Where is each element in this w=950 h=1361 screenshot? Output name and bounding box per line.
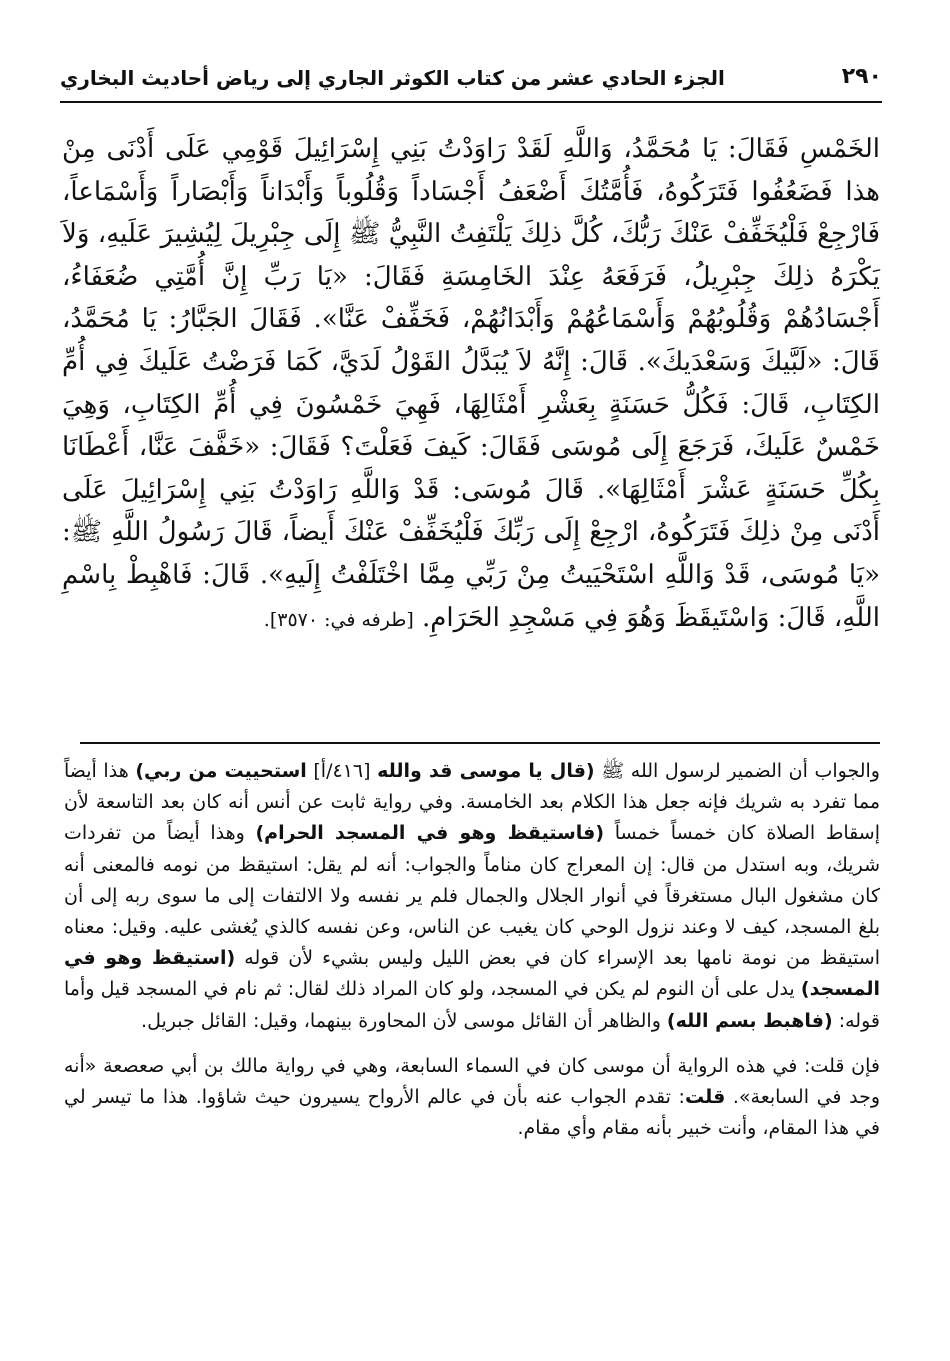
commentary-text: والجواب أن الضمير لرسول الله ﷺ <box>594 760 880 782</box>
commentary-text: [٤١٦/أ] <box>306 760 378 782</box>
commentary-text: : تقدم الجواب عنه بأن في عالم الأرواح يسيرون حيث شاؤوا. هذا ما تيسر لي في هذا المقام، وأنت خبير بأنه مقام وأي مقام. <box>64 1086 880 1140</box>
header-divider <box>60 101 882 103</box>
commentary-paragraph-1 <box>64 756 880 1037</box>
commentary-quote: قلت <box>684 1086 726 1109</box>
page-number: ٢٩٠ <box>841 64 882 89</box>
commentary <box>64 756 880 1144</box>
commentary-paragraph-2 <box>64 1051 880 1145</box>
hadith-text <box>62 128 880 641</box>
commentary-quote: (فاهبط بسم الله) <box>666 1009 833 1032</box>
commentary-text: فإن قلت: في هذه الرواية أن موسى كان في السماء السابعة، وهي في رواية مالك بن أبي صعصعة «أنه وجد في السابعة». <box>64 1054 881 1109</box>
commentary-text: يدل على أن النوم لم يكن في المسجد، ولو كان المراد ذلك لقال: ثم نام في المسجد قيل وأما قوله: <box>64 978 880 1032</box>
commentary-quote: (استيقظ وهو في المسجد) <box>64 947 880 1001</box>
commentary-text: هذا أيضاً مما تفرد به شريك فإنه جعل هذا الكلام بعد الخامسة. وفي رواية ثابت عن أنس أنه كان بعد التاسعة لأن إسقاط الصلاة كان خمساً خمساً <box>64 760 880 845</box>
commentary-quote: (قال يا موسى قد والله <box>377 760 595 782</box>
hadith-body: الخَمْسِ فَقَالَ: يَا مُحَمَّدُ، وَاللَّهِ لَقَدْ رَاوَدْتُ بَنِي إِسْرَائِيلَ قَوْمِي عَلَى أَدْنَى مِنْ هذا فَضَعُفُوا فَتَرَكُوهُ، فَأُمَّتُكَ أَضْعَفُ أَجْسَاداً وَقُلُوباً وَأَبْدَاناً وَأَبْصَاراً وَأَسْمَاعاً، فَارْجِعْ فَلْيُخَفِّفْ عَنْكَ رَبُّكَ، كُلَّ ذلِكَ يَلْتَفِتُ النَّبِيُّ ﷺ إِلَى جِبْرِيلَ لِيُشِيرَ عَلَيهِ، وَلاَ يَكْرَهُ ذلِكَ جِبْرِيلُ، فَرَفَعَهُ عِنْدَ الخَامِسَةِ فَقَالَ: «يَا رَبِّ إِنَّ أُمَّتِي ضُعَفَاءُ، أَجْسَادُهُمْ وَقُلُوبُهُمْ وَأَسْمَاعُهُمْ وَأَبْدَانُهُمْ، فَخَفِّفْ عَنَّا». فَقَالَ الجَبَّارُ: يَا مُحَمَّدُ، قَالَ: «لَبَّيكَ وَسَعْدَيكَ». قَالَ: إِنَّهُ لاَ يُبَدَّلُ القَوْلُ لَدَيَّ، كَمَا فَرَضْتُ عَلَيكَ فِي أُمِّ الكِتَابِ، قَالَ: فَكُلُّ حَسَنَةٍ بِعَشْرِ أَمْثَالِهَا، فَهِيَ خَمْسُونَ فِي أُمِّ الكِتَابِ، وَهِيَ خَمْسٌ عَلَيكَ، فَرَجَعَ إِلَى مُوسَى فَقَالَ: كَيفَ فَعَلْتَ؟ فَقَالَ: «خَفَّفَ عَنَّا، أَعْطَانَا بِكُلِّ حَسَنَةٍ عَشْرَ أَمْثَالِهَا». قَالَ مُوسَى: قَدْ وَاللَّهِ رَاوَدْتُ بَنِي إِسْرَائِيلَ عَلَى أَدْنَى مِنْ ذلِكَ فَتَرَكُوهُ، ارْجِعْ إِلَى رَبِّكَ فَلْيُخَفِّفْ عَنْكَ أَيضاً، قَالَ رَسُولُ اللَّهِ ﷺ: «يَا مُوسَى، قَدْ وَاللَّهِ اسْتَحْيَيتُ مِنْ رَبِّي مِمَّا اخْتَلَفْتُ إِلَيهِ». قَالَ: فَاهْبِطْ بِاسْمِ اللَّهِ، قَالَ: وَاسْتَيقَظَ وَهُوَ فِي مَسْجِدِ الحَرَامِ. <box>62 134 880 633</box>
commentary-quote: استحييت من ربي) <box>135 760 307 782</box>
commentary-divider <box>80 742 880 744</box>
commentary-text: والظاهر أن القائل موسى لأن المحاورة بينهما، وقيل: القائل جبريل. <box>141 1009 667 1032</box>
cross-reference: [طرفه في: ٣٥٧٠]. <box>263 608 414 631</box>
hadith-paragraph <box>62 128 880 641</box>
page-header <box>60 58 882 98</box>
running-title: الجزء الحادي عشر من كتاب الكوثر الجاري إلى رياض أحاديث البخاري <box>60 66 725 90</box>
commentary-quote: (فاستيقظ وهو في المسجد الحرام) <box>255 822 605 845</box>
commentary-text: وهذا أيضاً من تفردات شريك، وبه استدل من قال: إن المعراج كان مناماً والجواب: أنه لم يقل: استيقظ من نومه فالمعنى أنه كان مشغول البال مستغرقاً في أنوار الجلال والجمال فلم ير نفسه ولا الالتفات إلى ما سوى ربه إلى أن بلغ المسجد، كيف لا وعند نزول الوحي كان يغيب عن الناس، وعن نفسه كالذي يُغشى عليه. وقيل: معناه استيقظ من نومة نامها بعد الإسراء كان في بعض الليل وليس بشيء لأن قوله <box>64 822 880 970</box>
